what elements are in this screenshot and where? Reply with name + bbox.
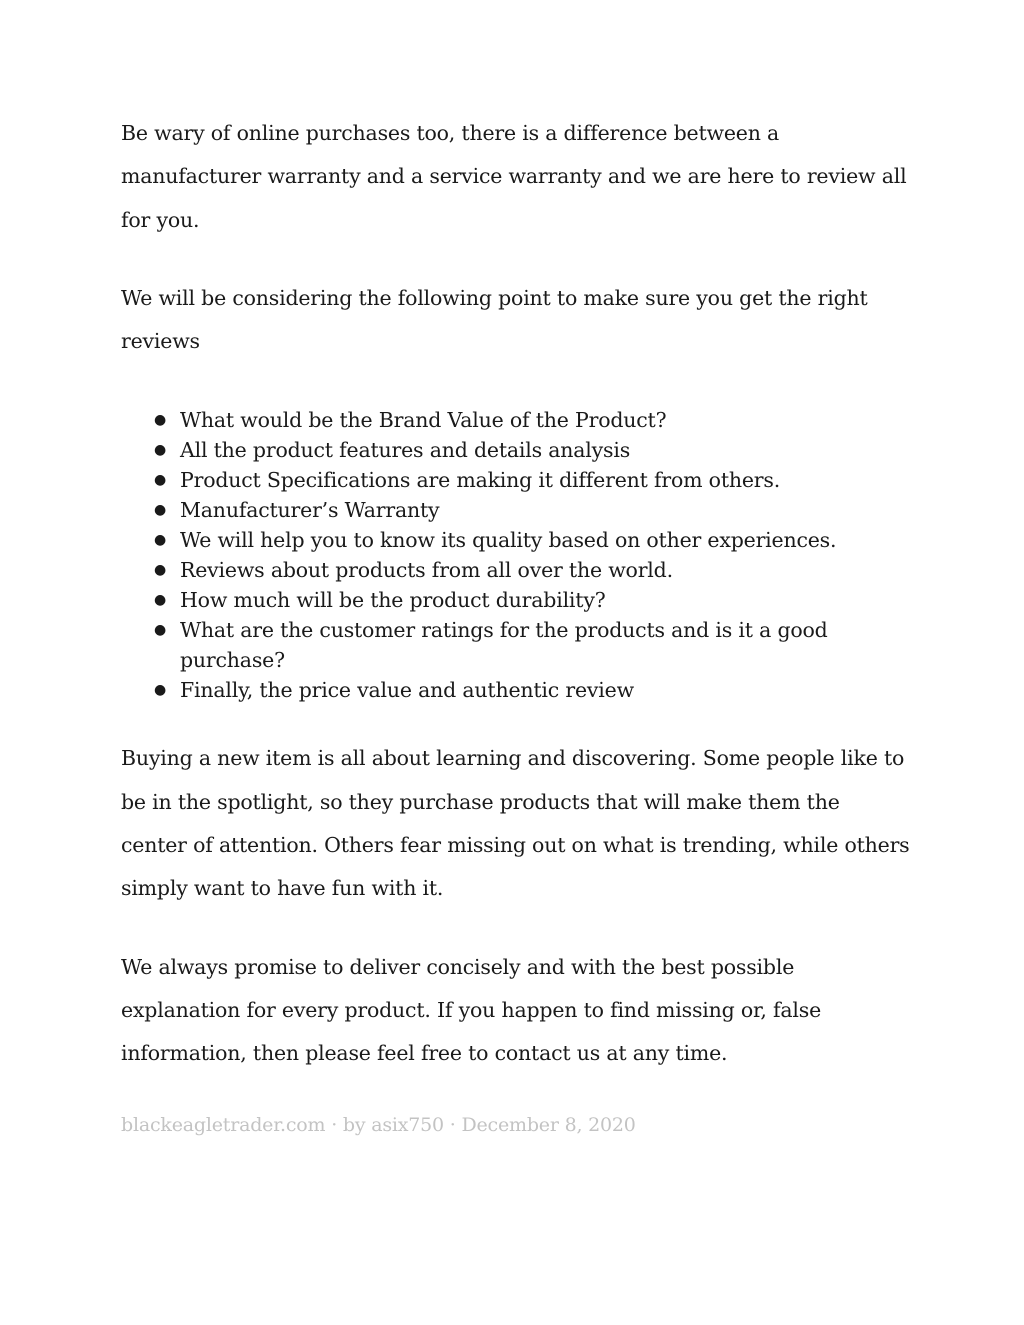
list-item-text: All the product features and details analysis — [180, 438, 631, 463]
list-item-text: We will help you to know its quality based on other experiences. — [180, 528, 837, 553]
paragraph-promise: We always promise to deliver concisely and with the best possible explanation for every product. If you happen to find missing or, false information, then please feel free to contact us at any time. — [121, 954, 822, 1066]
list-item-text: Reviews about products from all over the world. — [180, 558, 673, 583]
list-item — [121, 495, 911, 525]
list-item — [121, 585, 911, 615]
list-item — [121, 435, 911, 465]
list-item-text: How much will be the product durability? — [180, 588, 606, 613]
document-page — [121, 112, 911, 1140]
bullet-icon: ● — [154, 622, 167, 639]
list-item — [121, 675, 911, 705]
list-item — [121, 525, 911, 555]
source-footer: blackeagletrader.com · by asix750 · December 8, 2020 — [121, 1113, 636, 1136]
bullet-icon: ● — [154, 562, 167, 579]
bullet-icon: ● — [154, 592, 167, 609]
paragraph-considering: We will be considering the following point to make sure you get the right reviews — [121, 285, 868, 354]
list-item-text: What would be the Brand Value of the Product? — [180, 408, 667, 433]
list-item — [121, 465, 911, 495]
list-item-text: What are the customer ratings for the products and is it a good purchase? — [180, 618, 828, 673]
list-item-text: Finally, the price value and authentic review — [180, 678, 634, 703]
paragraph-buying: Buying a new item is all about learning and discovering. Some people like to be in the spotlight, so they purchase products that will make them the center of attention. Others fear missing out on what is trending, while others simply want to have fun with it. — [121, 746, 910, 901]
bullet-icon: ● — [154, 682, 167, 699]
bullet-icon: ● — [154, 412, 167, 429]
list-item-text: Manufacturer’s Warranty — [180, 498, 440, 523]
bullet-icon: ● — [154, 472, 167, 489]
bullet-icon: ● — [154, 502, 167, 519]
bullet-icon: ● — [154, 442, 167, 459]
list-item — [121, 615, 911, 675]
review-points-list — [121, 405, 911, 705]
list-item — [121, 405, 911, 435]
bullet-icon: ● — [154, 532, 167, 549]
list-item — [121, 555, 911, 585]
paragraph-warranty: Be wary of online purchases too, there is a difference between a manufacturer warranty and a service warranty and we are here to review all for you. — [121, 121, 907, 232]
list-item-text: Product Specifications are making it different from others. — [180, 468, 781, 493]
